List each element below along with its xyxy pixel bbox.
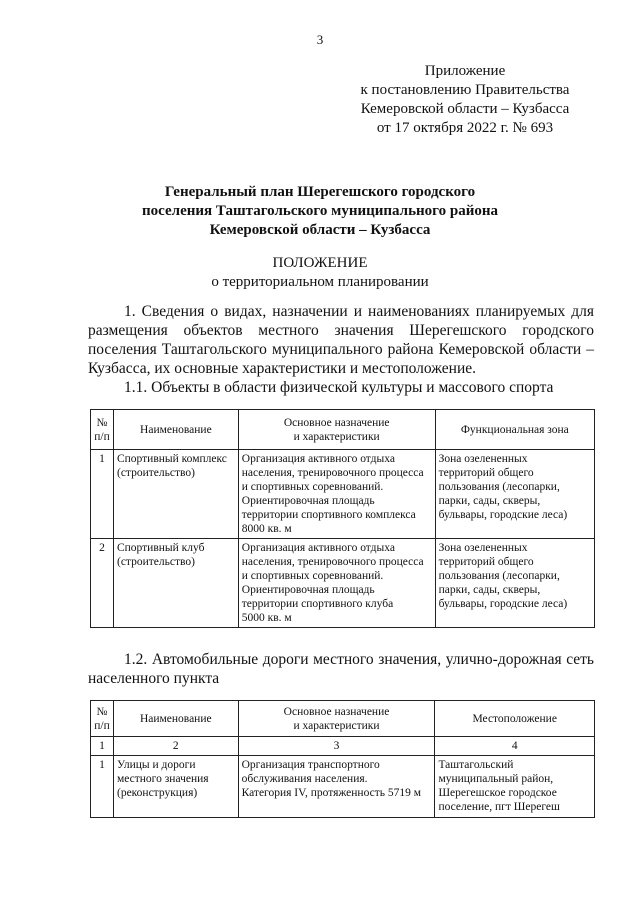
cell-line: пользования (лесопарки, — [438, 570, 560, 582]
cell-line: 5000 кв. м — [241, 612, 292, 624]
roads-table — [90, 700, 595, 818]
page-number: 3 — [316, 32, 324, 47]
cell-line: Таштагольский — [438, 759, 514, 771]
header-cell: Основное назначение и характеристики — [238, 410, 435, 450]
section-1-1-heading: 1.1. Объекты в области физической культуры и массового спорта — [124, 379, 554, 396]
paragraph-line: 1. Сведения о видах, назначении и наименованиях планируемых для — [124, 303, 594, 320]
index-cell: 1 — [91, 737, 114, 756]
paragraph-line: населенного пункта — [88, 670, 220, 687]
header-cell: Функциональная зона — [435, 410, 594, 450]
cell-line: территорий общего — [438, 556, 534, 568]
table-row — [91, 539, 595, 628]
section-1-paragraph — [88, 302, 594, 397]
cell-line: парки, сады, скверы, — [438, 584, 541, 596]
paragraph-line: 1.2. Автомобильные дороги местного значения, улично-дорожная сеть — [124, 651, 594, 668]
cell-line: Улицы и дороги — [116, 759, 196, 771]
table-row — [91, 450, 595, 539]
purpose-cell — [238, 450, 435, 539]
paragraph-line: размещения объектов местного значения Шерегешского городского — [88, 322, 594, 339]
purpose-cell — [238, 756, 435, 818]
cell-line: муниципальный район, — [438, 773, 554, 785]
subtitle-line: о территориальном планировании — [211, 274, 429, 290]
cell-line: населения, тренировочного процесса — [241, 467, 424, 479]
cell-line: Ориентировочная площадь — [241, 495, 375, 507]
zone-cell — [435, 450, 594, 539]
cell-line: 8000 кв. м — [241, 523, 292, 535]
table-index-row — [91, 737, 595, 756]
cell-line: парки, сады, скверы, — [438, 495, 541, 507]
appendix-header — [340, 62, 590, 138]
location-cell — [435, 756, 595, 818]
purpose-cell — [238, 539, 435, 628]
cell-line: пользования (лесопарки, — [438, 481, 560, 493]
cell-line: обслуживания населения. — [241, 773, 368, 785]
cell-line: Зона озелененных — [438, 453, 528, 465]
cell-line: поселение, пгт Шерегеш — [438, 801, 560, 813]
header-cell: Местоположение — [435, 701, 595, 737]
appendix-line: к постановлению Правительства — [360, 82, 570, 98]
appendix-line: от 17 октября 2022 г. № 693 — [376, 120, 554, 136]
cell-line: Категория IV, протяженность 5719 м — [241, 787, 422, 799]
document-subtitle — [80, 254, 560, 292]
cell-line: Шерегешское городское — [438, 787, 557, 799]
cell-line: территории спортивного комплекса — [241, 509, 416, 521]
table-header-row — [91, 701, 595, 737]
name-cell — [113, 450, 238, 539]
cell-line: Организация транспортного — [241, 759, 380, 771]
title-line: Кемеровской области – Кузбасса — [209, 222, 431, 238]
cell-line: местного значения — [116, 773, 209, 785]
header-cell: Основное назначение и характеристики — [238, 701, 435, 737]
row-number: 1 — [91, 756, 114, 818]
appendix-line: Приложение — [424, 63, 506, 79]
name-cell — [113, 539, 238, 628]
table-header-row — [91, 410, 595, 450]
appendix-line: Кемеровской области – Кузбасса — [360, 101, 570, 117]
header-cell: № п/п — [91, 410, 114, 450]
title-line: поселения Таштагольского муниципального района — [142, 203, 498, 219]
cell-line: Спортивный комплекс — [116, 453, 227, 465]
header-cell: № п/п — [91, 701, 114, 737]
index-cell: 4 — [435, 737, 595, 756]
section-1-2-paragraph — [88, 650, 594, 688]
cell-line: бульвары, городские леса) — [438, 598, 568, 610]
cell-line: (реконструкция) — [116, 787, 198, 799]
subtitle-line: ПОЛОЖЕНИЕ — [272, 255, 368, 271]
sports-objects-table — [90, 409, 595, 628]
title-line: Генеральный план Шерегешского городского — [164, 184, 476, 200]
header-cell: Наименование — [113, 701, 238, 737]
row-number: 1 — [91, 450, 114, 539]
cell-line: Организация активного отдыха — [241, 542, 395, 554]
cell-line: Зона озелененных — [438, 542, 528, 554]
cell-line: территории спортивного клуба — [241, 598, 394, 610]
cell-line: Ориентировочная площадь — [241, 584, 375, 596]
row-number: 2 — [91, 539, 114, 628]
cell-line: и спортивных соревнований. — [241, 481, 384, 493]
cell-line: и спортивных соревнований. — [241, 570, 384, 582]
cell-line: населения, тренировочного процесса — [241, 556, 424, 568]
zone-cell — [435, 539, 594, 628]
cell-line: (строительство) — [116, 467, 195, 479]
name-cell — [113, 756, 238, 818]
index-cell: 3 — [238, 737, 435, 756]
index-cell: 2 — [113, 737, 238, 756]
header-cell: Наименование — [113, 410, 238, 450]
cell-line: бульвары, городские леса) — [438, 509, 568, 521]
document-title — [80, 183, 560, 240]
paragraph-line: Кузбасса, их основные характеристики и местоположение. — [88, 360, 476, 377]
cell-line: Спортивный клуб — [116, 542, 205, 554]
cell-line: (строительство) — [116, 556, 195, 568]
table-row — [91, 756, 595, 818]
cell-line: Организация активного отдыха — [241, 453, 395, 465]
paragraph-line: поселения Таштагольского муниципального района Кемеровской области – — [88, 341, 594, 358]
cell-line: территорий общего — [438, 467, 534, 479]
